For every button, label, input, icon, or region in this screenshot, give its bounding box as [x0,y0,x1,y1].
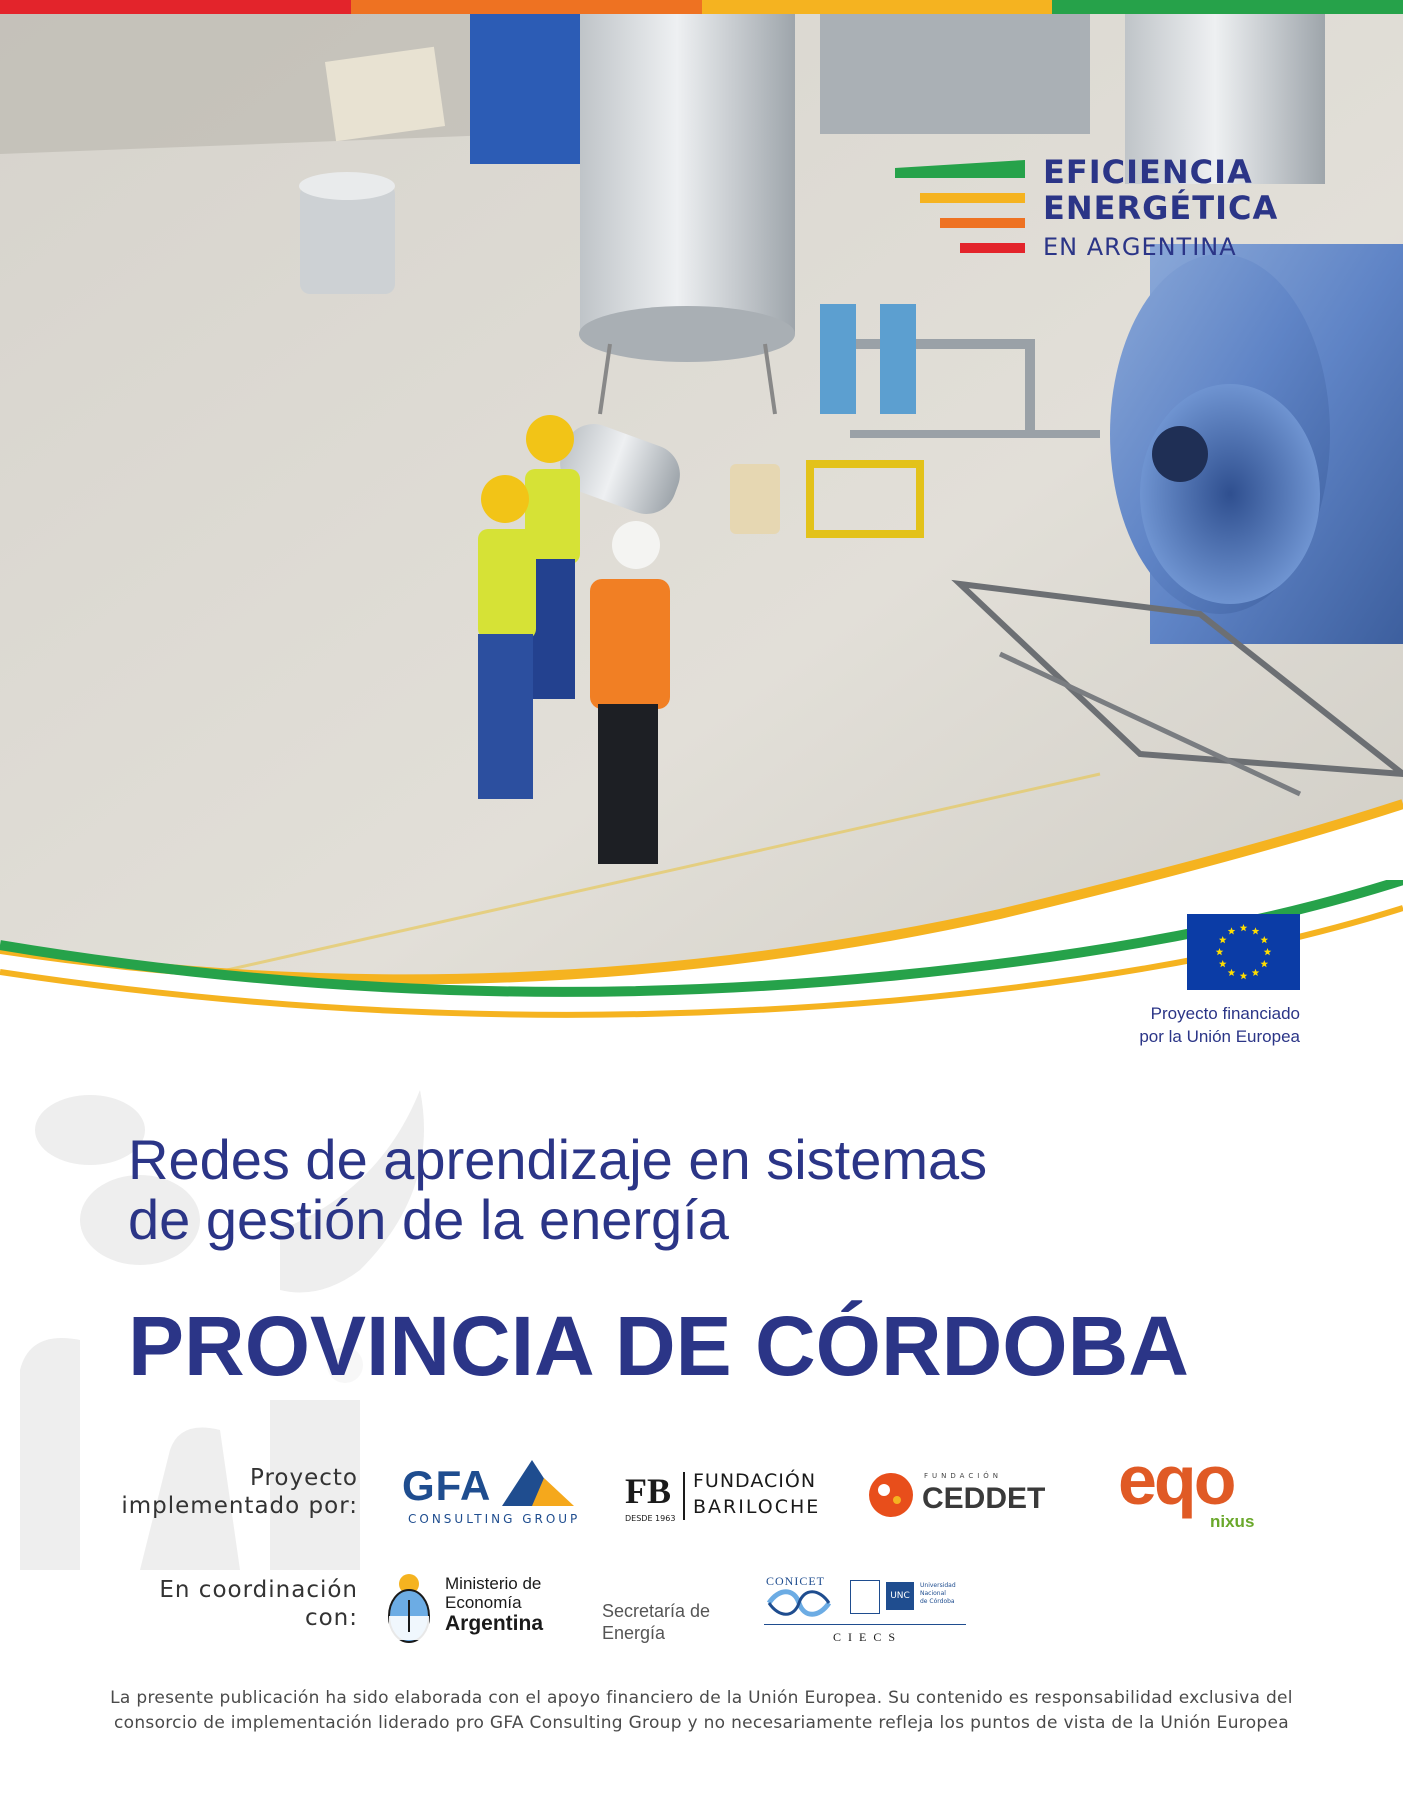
unc-badge: UNC [886,1582,914,1610]
argentina-coat-of-arms-icon [383,1572,435,1646]
coordination-label-line-2: con: [304,1605,358,1631]
eu-star [1228,927,1236,934]
eu-star [1240,924,1248,931]
implemented-label-line-2: implementado por: [121,1493,358,1519]
logo-line-3: EN ARGENTINA [1043,233,1237,261]
eu-caption-line-1: Proyecto financiado [1150,1004,1300,1023]
disclaimer-footer [60,1686,1343,1736]
eqo-sub: nixus [1210,1512,1255,1531]
unc-line-2: Nacional [920,1590,946,1597]
coordination-label-line-1: En coordinación [159,1577,358,1603]
eu-star [1252,927,1260,934]
logo-color-bars-icon [895,160,1035,260]
gfa-sub: CONSULTING GROUP [408,1512,581,1526]
eu-star [1240,972,1248,979]
eu-caption-line-2: por la Unión Europea [1139,1027,1300,1046]
implemented-label-line-1: Proyecto [250,1465,358,1491]
logo-line-1: EFICIENCIA [1043,153,1253,191]
ciecs-label: C I E C S [832,1630,897,1644]
unc-line-1: Universidad [920,1582,956,1589]
implemented-by-label [100,1464,358,1520]
eqo-name: eqo [1118,1441,1234,1519]
eficiencia-energetica-logo [895,155,1285,265]
color-bar-green [1052,0,1403,14]
eqo-nixus-logo [1118,1441,1268,1538]
gfa-logo [402,1456,581,1532]
document-title [128,1130,987,1250]
top-color-bar [0,0,1403,14]
ceddet-small: FUNDACIÓN [924,1472,1003,1480]
region-heading: PROVINCIA DE CÓRDOBA [128,1299,1189,1393]
secretaria-energia-logo [602,1600,742,1648]
conicet-label: CONICET [766,1574,825,1588]
bariloche-since: DESDE 1963 [625,1514,676,1523]
eu-star [1260,960,1268,967]
eu-flag [1187,914,1300,990]
footer-line-1: La presente publicación ha sido elaborada con el apoyo financiero de la Unión Europea. Su contenido es responsabilidad exclusiva del [110,1688,1293,1708]
eu-star [1219,960,1227,967]
conicet-unc-ciecs-logo [764,1574,970,1648]
logo-line-2: ENERGÉTICA [1043,189,1279,227]
bariloche-divider [683,1472,685,1520]
eu-star [1228,969,1236,976]
ministerio-line-1: Ministerio de [445,1574,542,1593]
color-bar-orange [351,0,702,14]
gfa-triangle-icon [502,1460,574,1508]
bariloche-line-1: FUNDACIÓN [693,1470,817,1492]
coordination-label [100,1576,358,1632]
footer-line-2: consorcio de implementación liderado pro GFA Consulting Group y no necesariamente refleja los puntos de vista de la Unión Europea [113,1713,1289,1733]
eu-stars-icon [1187,914,1300,990]
ministerio-line-3: Argentina [445,1612,544,1635]
eu-caption [1050,1002,1300,1048]
secretaria-line-1: Secretaría de [602,1601,711,1621]
title-line-2: de gestión de la energía [128,1188,729,1251]
unc-line-3: de Córdoba [920,1598,955,1605]
eu-star [1252,969,1260,976]
gfa-name: GFA [402,1462,492,1509]
title-line-1: Redes de aprendizaje en sistemas [128,1128,988,1191]
color-bar-red [0,0,351,14]
eu-star [1219,936,1227,943]
eu-star [1260,936,1268,943]
ciecs-divider [764,1624,966,1625]
eu-star [1216,948,1224,955]
conicet-infinity-icon [764,1588,834,1618]
ceddet-circle-icon [868,1472,914,1518]
ministerio-text [445,1574,543,1636]
bariloche-line-2: BARILOCHE [693,1496,821,1518]
ceddet-logo [868,1472,1048,1522]
color-bar-yellow [702,0,1053,14]
ministerio-line-2: Economía [445,1593,522,1612]
ceddet-name: CEDDET [922,1482,1046,1515]
unc-seal-icon [850,1580,880,1614]
ministerio-economia-logo [383,1570,563,1648]
fundacion-bariloche-logo [625,1470,825,1526]
bariloche-mark: FB [625,1471,672,1511]
secretaria-line-2: Energía [602,1623,666,1643]
eu-star [1264,948,1272,955]
unc-text [920,1582,956,1606]
